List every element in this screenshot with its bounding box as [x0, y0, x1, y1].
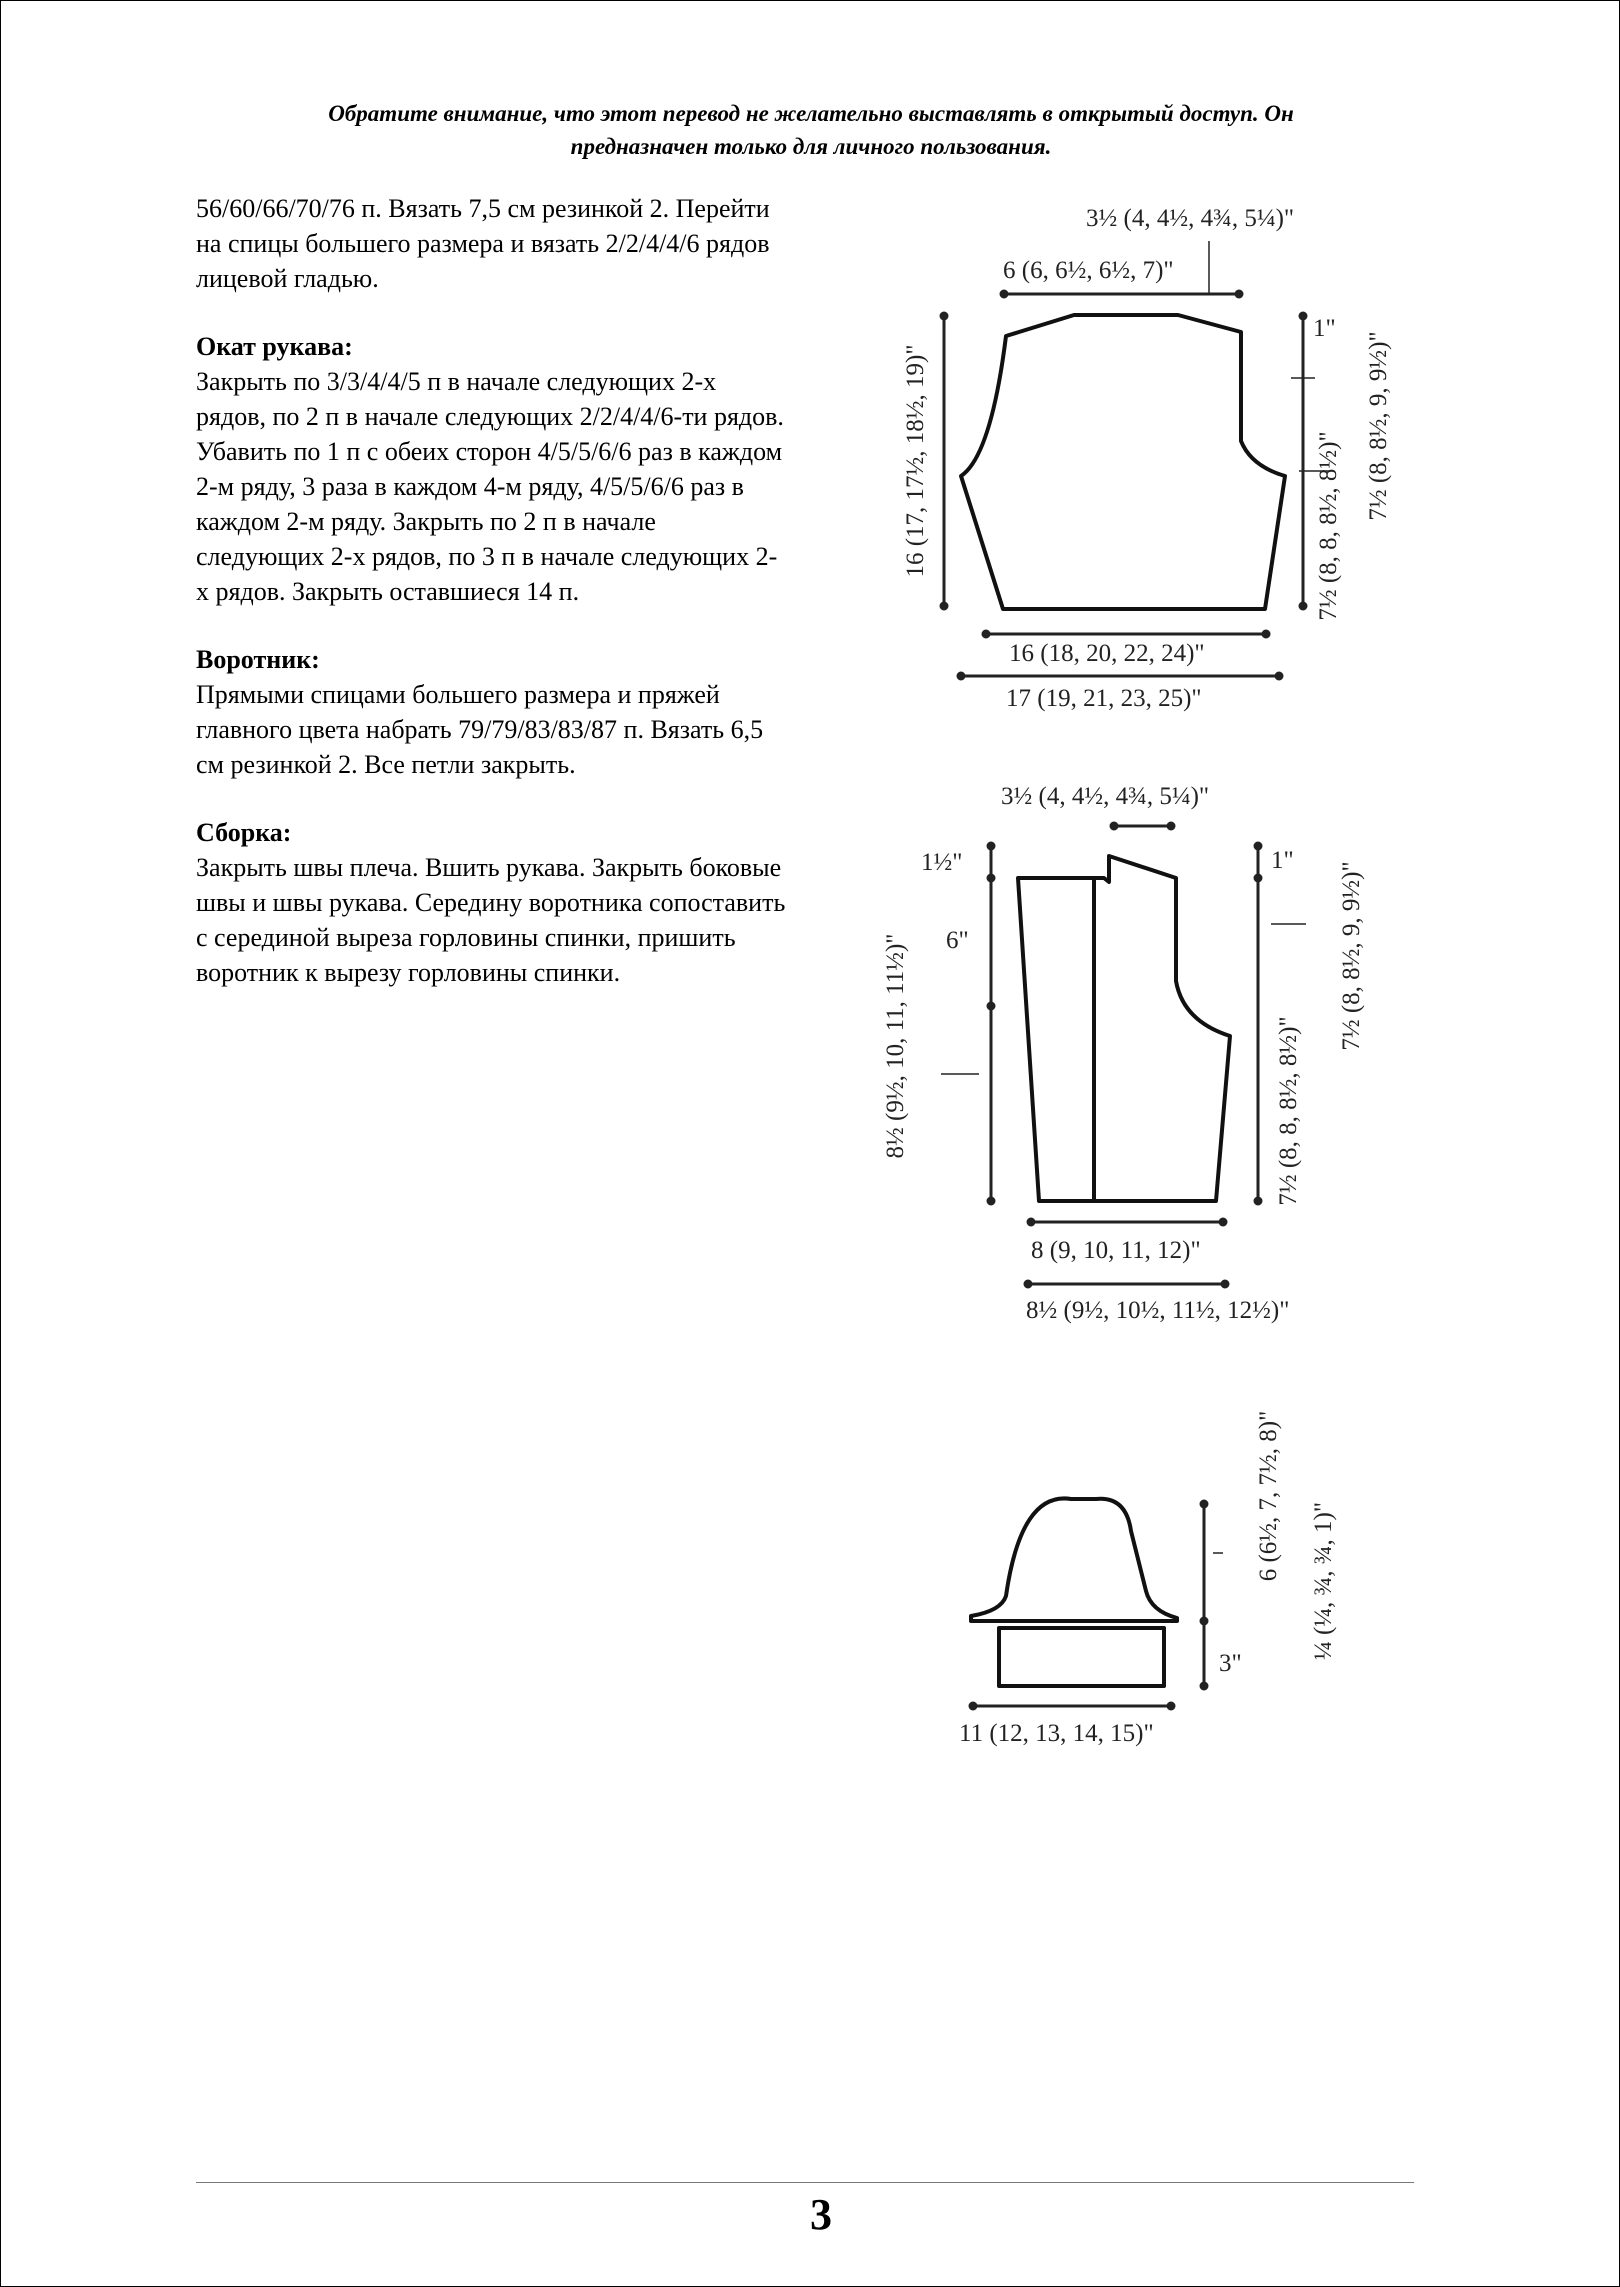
back-dimension-lines: [941, 241, 1329, 679]
sleeve-cuff-height-label: 3": [1219, 1650, 1242, 1677]
back-length-label: 16 (17, 17½, 18½, 19)": [902, 344, 929, 578]
sleeve-width-label: 11 (12, 13, 14, 15)": [959, 1720, 1154, 1747]
front-outline: [1018, 856, 1230, 1201]
back-side-length-label: 7½ (8, 8, 8½, 8½)": [1315, 431, 1342, 621]
front-side-length-label: 7½ (8, 8, 8½, 8½)": [1275, 1016, 1302, 1206]
sleeve-dimension-lines: [970, 1501, 1223, 1709]
sleeve-schematic: [941, 1396, 1381, 1766]
front-lower-width-label: 8 (9, 10, 11, 12)": [1031, 1237, 1201, 1264]
private-use-notice: [181, 97, 1441, 163]
back-schematic: [881, 186, 1441, 726]
footer-divider: [196, 2182, 1414, 2183]
sleeve-outline: [971, 1498, 1177, 1686]
sleeve-total-height-label: 6 (6½, 7, 7½, 8)": [1255, 1410, 1282, 1582]
back-neck-width-label: 3½ (4, 4½, 4¾, 5¼)": [1086, 205, 1295, 232]
page-number: 3: [810, 2190, 832, 2239]
collar-heading: Воротник:: [196, 645, 320, 674]
back-armhole-depth-label: 7½ (8, 8½, 9, 9½)": [1365, 331, 1392, 521]
pattern-text: [196, 191, 786, 1023]
front-armhole-depth-label: 7½ (8, 8½, 9, 9½)": [1338, 861, 1365, 1051]
front-schematic: [871, 756, 1431, 1331]
front-length-label: 8½ (9½, 10, 11, 11½)": [882, 933, 909, 1159]
notice-line-1: Обратите внимание, что этот перевод не желательно выставлять в открытый доступ. Он: [328, 101, 1294, 126]
front-placket-label: 6": [946, 927, 969, 954]
back-shoulder-width-label: 6 (6, 6½, 6½, 7)": [1003, 257, 1174, 284]
front-collar-step-label: 1½": [921, 849, 963, 876]
back-bottom-width-label: 17 (19, 21, 23, 25)": [1006, 685, 1202, 712]
assembly-paragraph: Закрыть швы плеча. Вшить рукава. Закрыть боковые швы и швы рукава. Середину воротника сопоставить с серединой выреза горловины спинки, пришить воротник к вырезу горловины спинки.: [196, 853, 786, 987]
sleeve-cuff-step-label: ¼ (¼, ¾, ¾, 1)": [1310, 1501, 1337, 1661]
collar-paragraph: Прямыми спицами большего размера и пряжей главного цвета набрать 79/79/83/83/87 п. Вязать 6,5 см резинкой 2. Все петли закрыть.: [196, 680, 764, 779]
sleeve-cap-heading: Окат рукава:: [196, 332, 353, 361]
intro-paragraph: 56/60/66/70/76 п. Вязать 7,5 см резинкой 2. Перейти на спицы большего размера и вязать 2/2/4/4/6 рядов лицевой гладью.: [196, 194, 770, 293]
front-neck-width-label: 3½ (4, 4½, 4¾, 5¼)": [1001, 783, 1210, 810]
back-outline: [961, 315, 1285, 609]
assembly-heading: Сборка:: [196, 818, 292, 847]
front-bottom-width-label: 8½ (9½, 10½, 11½, 12½)": [1026, 1297, 1290, 1324]
back-lower-width-label: 16 (18, 20, 22, 24)": [1009, 640, 1205, 667]
front-dimension-lines: [941, 823, 1306, 1287]
back-shoulder-drop-label: 1": [1313, 315, 1336, 342]
front-shoulder-drop-label: 1": [1271, 847, 1294, 874]
sleeve-cap-paragraph: Закрыть по 3/3/4/4/5 п в начале следующих 2-х рядов, по 2 п в начале следующих 2/2/4/4/6-ти рядов. Убавить по 1 п с обеих сторон 4/5/5/6/6 раз в каждом 2-м ряду, 3 раза в каждом 4-м ряду, 4/5/5/6/6 раз в каждом 2-м ряду. Закрыть по 2 п в начале следующих 2-х рядов, по 3 п в начале следующих 2-х рядов. Закрыть оставшиеся 14 п.: [196, 367, 784, 606]
notice-line-2: предназначен только для личного пользования.: [570, 134, 1052, 159]
